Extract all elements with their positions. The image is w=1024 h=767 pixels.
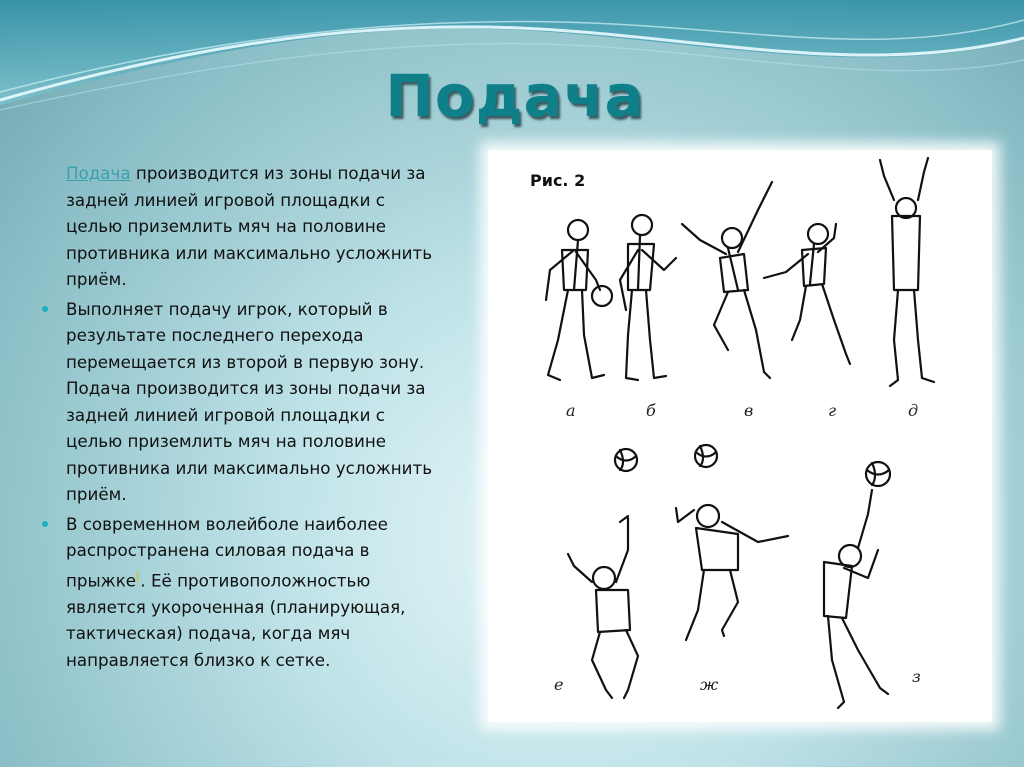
slide-body xyxy=(42,160,442,676)
paragraph-bullet-2-text-a: В современном волейболе наиболее распространена силовая подача в прыжке xyxy=(66,513,388,591)
player-figure-c xyxy=(682,182,772,378)
paragraph-bullet-1-text: Выполняет подачу игрок, который в результате последнего перехода перемещается из второй в первую зону. Подача производится из зоны подачи за задней линией игровой площадки с целью приземлить мяч на половине противника или максимально усложнить приём. xyxy=(66,298,433,504)
volleyball-icon xyxy=(695,445,717,467)
player-figure-a xyxy=(546,220,612,380)
volleyball-serve-illustration xyxy=(488,150,992,722)
figure-letter-c: в xyxy=(744,401,754,420)
figure-letter-f: е xyxy=(554,675,564,694)
player-figure-g xyxy=(676,505,788,640)
player-figure-h xyxy=(824,490,888,708)
slide-title: Подача xyxy=(385,62,645,130)
player-figure-d xyxy=(764,224,850,364)
figure-letter-e: д xyxy=(908,401,919,420)
paragraph-bullet-1 xyxy=(42,296,442,508)
player-figure-b xyxy=(620,215,676,380)
paragraph-bullet-2 xyxy=(42,511,442,674)
bullet-icon xyxy=(42,306,48,312)
paragraph-intro xyxy=(42,160,442,293)
figure-letter-d: г xyxy=(828,401,837,420)
figure-caption: Рис. 2 xyxy=(530,171,586,190)
figure-letter-b: б xyxy=(646,401,656,420)
paragraph-bullet-2-text-b: . Её противоположностью является укороченная (планирующая, тактическая) подача, когда мяч направляется близко к сетке. xyxy=(66,570,406,670)
volleyball-icon xyxy=(866,462,890,486)
serve-link[interactable]: Подача xyxy=(66,163,131,183)
player-figure-e xyxy=(880,158,934,386)
volleyball-icon xyxy=(615,449,637,471)
figure-letter-g: ж xyxy=(700,675,719,694)
figure-letter-a: а xyxy=(566,401,576,420)
bullet-icon xyxy=(42,521,48,527)
reference-link[interactable]: [ xyxy=(136,569,141,583)
player-figure-f xyxy=(568,516,638,698)
figure-letter-h: з xyxy=(912,667,921,686)
serve-figure xyxy=(488,150,992,722)
paragraph-intro-text: производится из зоны подачи за задней линией игровой площадки с целью приземлить мяч на половине противника или максимально усложнить приём. xyxy=(66,163,433,289)
